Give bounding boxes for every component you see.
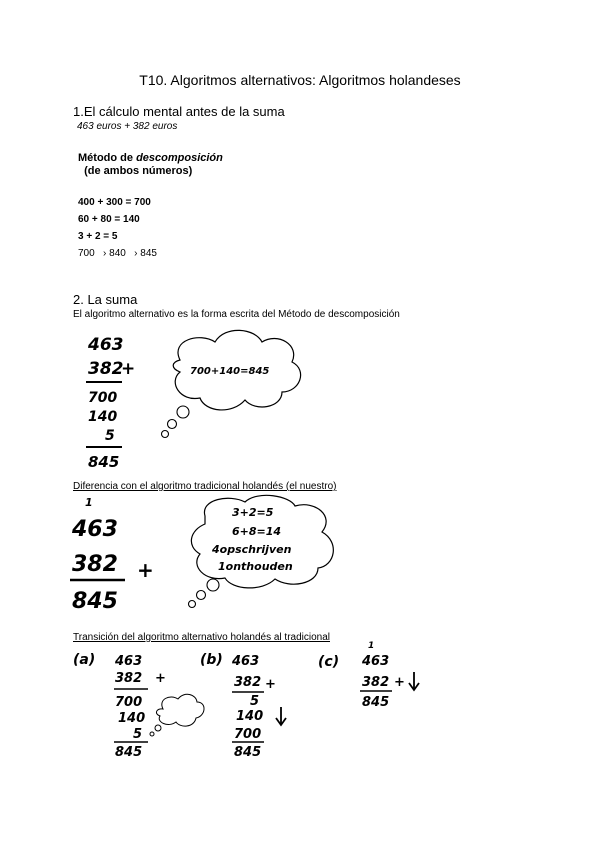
fig3c-line-3: 845 bbox=[362, 695, 390, 710]
fig2-bubble-1 bbox=[207, 579, 219, 591]
calc-step-1: 400 + 300 = 700 bbox=[78, 197, 151, 208]
fig3c-line-2: 382 bbox=[362, 675, 390, 690]
fig3a-line-2: 382 bbox=[115, 671, 143, 686]
fig3a-thought-cloud bbox=[156, 694, 204, 726]
section1-heading: 1.El cálculo mental antes de la suma bbox=[73, 104, 285, 119]
diff-title: Diferencia con el algoritmo tradicional holandés (el nuestro) bbox=[73, 481, 337, 492]
figure-transition bbox=[0, 641, 600, 764]
fig3c-label: (c) bbox=[318, 654, 340, 670]
fig3b-line-1: 463 bbox=[232, 654, 260, 669]
fig3a-bubble-1 bbox=[155, 725, 161, 731]
page-title: T10. Algoritmos alternativos: Algoritmos holandeses bbox=[139, 72, 461, 88]
fig2-line-1: 463 bbox=[72, 517, 118, 542]
fig3b-line-4: 140 bbox=[236, 709, 264, 724]
fig2-plus: + bbox=[137, 558, 154, 582]
calc-step-2: 60 + 80 = 140 bbox=[78, 214, 140, 225]
fig3c-carry: 1 bbox=[368, 641, 375, 651]
fig1-line-3: 700 bbox=[88, 390, 118, 406]
fig1-line-6: 845 bbox=[88, 453, 120, 471]
fig2-bubble-2 bbox=[197, 591, 206, 600]
fig3b-plus: + bbox=[265, 677, 276, 692]
fig2-carry: 1 bbox=[85, 496, 93, 509]
fig1-bubble-1 bbox=[177, 406, 189, 418]
fig3a-line-6: 845 bbox=[115, 745, 143, 760]
fig2-line-2: 382 bbox=[72, 552, 118, 577]
fig1-line-1: 463 bbox=[88, 335, 124, 355]
section2-intro: El algoritmo alternativo es la forma escrita del Método de descomposición bbox=[73, 309, 400, 320]
calc-step-3: 3 + 2 = 5 bbox=[78, 231, 118, 242]
fig1-thought-text: 700+140=845 bbox=[190, 366, 270, 377]
fig1-bubble-2 bbox=[168, 420, 177, 429]
figure-traditional-algorithm bbox=[0, 494, 600, 614]
section2-heading: 2. La suma bbox=[73, 292, 138, 307]
fig1-plus: + bbox=[121, 359, 136, 379]
fig3b-line-6: 845 bbox=[234, 745, 262, 760]
fig3b-down-arrow-icon bbox=[276, 707, 286, 725]
fig3a-line-3: 700 bbox=[115, 695, 143, 710]
transition-title: Transición del algoritmo alternativo holandés al tradicional bbox=[73, 632, 330, 643]
fig2-line-3: 845 bbox=[72, 589, 118, 614]
fig2-thought-1: 3+2=5 bbox=[232, 506, 274, 519]
calc-step-4: 700 › 840 › 845 bbox=[78, 248, 157, 259]
figure-alternative-algorithm bbox=[0, 320, 600, 480]
fig3c-plus: + bbox=[394, 675, 405, 690]
fig3b-line-5: 700 bbox=[234, 727, 262, 742]
method-prefix: Método de bbox=[78, 152, 137, 164]
fig3a-label: (a) bbox=[73, 652, 96, 668]
fig1-line-4: 140 bbox=[88, 409, 118, 425]
fig2-bubble-3 bbox=[189, 601, 196, 608]
fig3b-line-2: 382 bbox=[234, 675, 262, 690]
fig3a-bubble-2 bbox=[150, 732, 154, 736]
fig3a-plus: + bbox=[155, 671, 166, 686]
fig3a-line-5: 5 bbox=[133, 727, 143, 742]
fig3b-label: (b) bbox=[200, 652, 223, 668]
fig2-thought-3: 4opschrijven bbox=[212, 543, 292, 556]
fig3a-line-4: 140 bbox=[118, 711, 146, 726]
method-subtitle: (de ambos números) bbox=[84, 165, 193, 177]
fig3b-line-3: 5 bbox=[250, 694, 260, 709]
example-text: 463 euros + 382 euros bbox=[77, 121, 178, 132]
fig3c-down-arrow-icon bbox=[409, 672, 419, 690]
method-italic: descomposición bbox=[136, 152, 223, 164]
fig2-thought-2: 6+8=14 bbox=[232, 525, 282, 538]
fig2-thought-4: 1onthouden bbox=[218, 560, 293, 573]
fig1-line-2: 382 bbox=[88, 359, 124, 379]
fig1-bubble-3 bbox=[162, 431, 169, 438]
fig1-line-5: 5 bbox=[105, 428, 115, 444]
method-title bbox=[78, 152, 223, 178]
fig3a-line-1: 463 bbox=[115, 654, 143, 669]
fig3c-line-1: 463 bbox=[362, 654, 390, 669]
